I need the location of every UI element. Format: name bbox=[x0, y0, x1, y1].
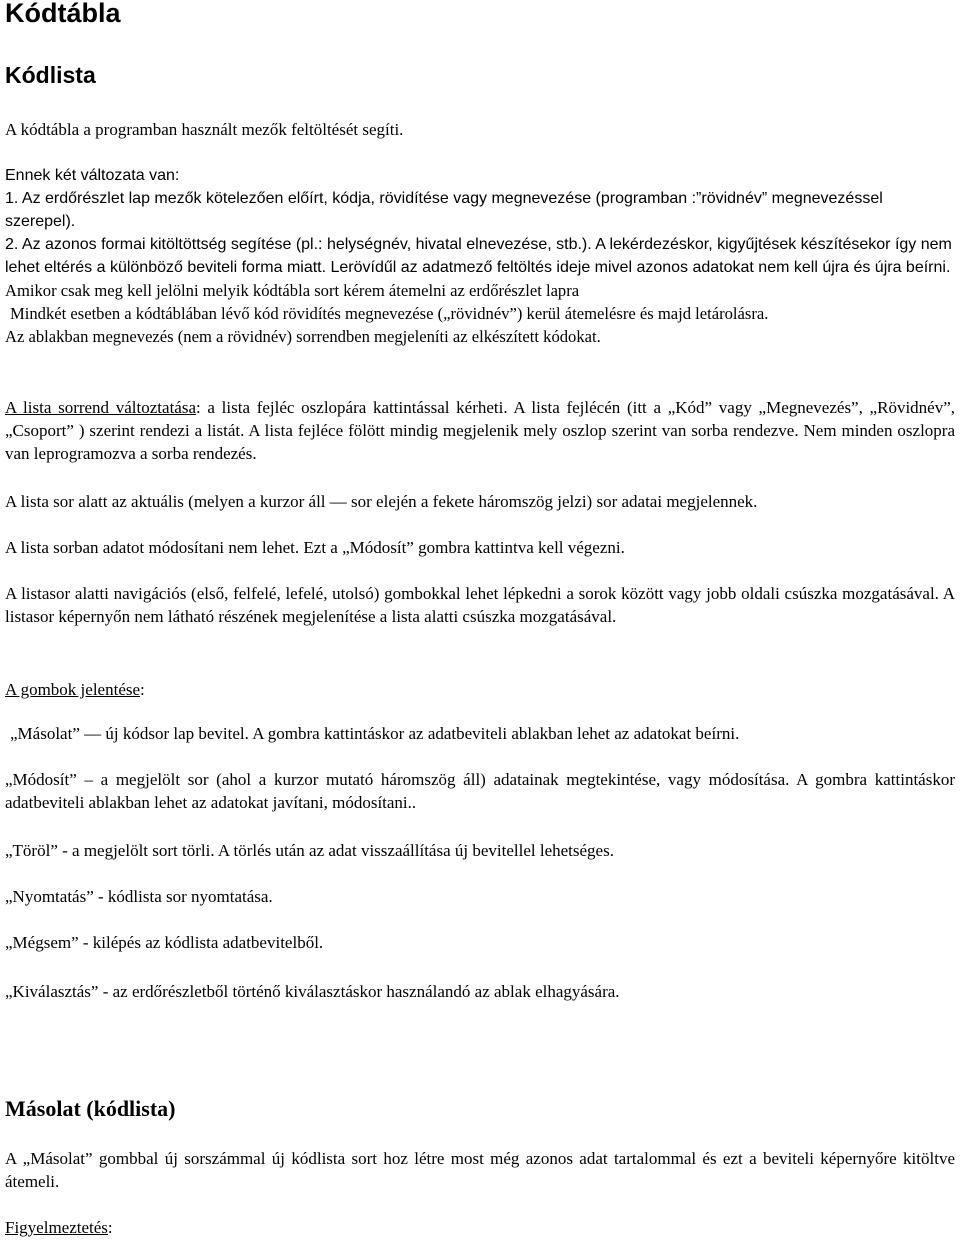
button-desc-kivalasztas-block bbox=[5, 980, 955, 1003]
kodlista-intro: A kódtábla a programban használt mezők feltöltését segíti. bbox=[5, 120, 404, 139]
sort-block bbox=[5, 396, 955, 465]
button-desc-nyomtatas-block bbox=[5, 885, 955, 908]
warning-block bbox=[5, 1216, 955, 1239]
buttons-heading-label: A gombok jelentése bbox=[5, 680, 141, 699]
warning-suffix: : bbox=[107, 1218, 113, 1237]
button-desc-torol: „Töröl” - a megjelölt sort törli. A törlés után az adat visszaállítása új bevitellel lehetséges. bbox=[5, 841, 614, 860]
mark-row-paragraph: Amikor csak meg kell jelölni melyik kódtábla sort kérem átemelni az erdőrészlet lapra bbox=[5, 281, 580, 300]
row-data-paragraph: A lista sor alatt az aktuális (melyen a kurzor áll — sor elején a fekete háromszög jelzi) sor adatai megjelennek. bbox=[5, 492, 758, 511]
button-desc-megsem-block bbox=[5, 931, 955, 954]
navigation-block bbox=[5, 582, 955, 628]
navigation-paragraph: A listasor alatti navigációs (első, felfelé, lefelé, utolsó) gombokkal lehet lépkedni a sorok között vagy jobb oldali csúszka mozgatásával. A listasor képernyőn nem látható részének megjelenítése a lista alatti csúszka mozgatásával. bbox=[5, 584, 955, 626]
sort-text: : a lista fejléc oszlopára kattintással kérheti. A lista fejlécén (itt a „Kód” vagy „Megnevezés”, „Rövidnév”, „Csoport” ) szerint rendezi a listát. A lista fejléce fölött mindig megjelenik mely oszlop szerint van sorba rendezve. Nem minden oszlopra van leprogramozva a sorba rendezés. bbox=[5, 398, 956, 463]
no-edit-paragraph: A lista sorban adatot módosítani nem lehet. Ezt a „Módosít” gombra kattintva kell végezni. bbox=[5, 538, 625, 557]
button-desc-torol-block bbox=[5, 839, 955, 862]
variants-block bbox=[5, 164, 955, 348]
variant-item-1: 1. Az erdőrészlet lap mezők kötelezően előírt, kódja, rövidítése vagy megnevezése (programban :”rövidnév” megnevezéssel szerepel). bbox=[5, 190, 883, 230]
masolat-text-block bbox=[5, 1147, 955, 1193]
page-title: Kódtábla bbox=[5, 0, 121, 28]
section-heading-masolat: Másolat (kódlista) bbox=[5, 1096, 176, 1121]
variant-item-2: 2. Az azonos formai kitöltöttség segítése (pl.: helységnév, hivatal elnevezése, stb.). A lekérdezéskor, kigyűjtések készítésekor így nem lehet eltérés a különböző beviteli forma miatt. Lerövídűl az adatmező feltöltés ideje mivel azonos adatokat nem kell újra és újra beírni. bbox=[5, 236, 952, 276]
button-desc-masolat: „Másolat” — új kódsor lap bevitel. A gombra kattintáskor az adatbeviteli ablakban lehet az adatokat beírni. bbox=[10, 724, 740, 743]
buttons-heading-suffix: : bbox=[140, 680, 145, 699]
window-order-paragraph: Az ablakban megnevezés (nem a rövidnév) sorrendben megjeleníti az elkészített kódokat. bbox=[5, 327, 601, 346]
row-data-block bbox=[5, 490, 955, 513]
button-desc-kivalasztas: „Kiválasztás” - az erdőrészletből történő kiválasztáskor használandó az ablak elhagyására. bbox=[5, 982, 620, 1001]
no-edit-block bbox=[5, 536, 955, 559]
masolat-text: A „Másolat” gombbal új sorszámmal új kódlista sort hoz létre most még azonos adat tartalommal és ezt a beviteli képernyőre kitöltve átemeli. bbox=[5, 1149, 955, 1191]
variants-intro: Ennek két változata van: bbox=[5, 167, 180, 184]
warning-label: Figyelmeztetés bbox=[5, 1218, 108, 1237]
buttons-heading-block bbox=[5, 678, 955, 701]
button-desc-megsem: „Mégsem” - kilépés az kódlista adatbevitelből. bbox=[5, 933, 324, 952]
button-desc-modosit-block bbox=[5, 768, 955, 814]
sort-paragraph bbox=[5, 396, 955, 465]
both-cases-paragraph: Mindkét esetben a kódtáblában lévő kód rövidítés megnevezése („rövidnév”) kerül átemelésre és majd letárolásra. bbox=[10, 304, 769, 323]
button-desc-modosit: „Módosít” – a megjelölt sor (ahol a kurzor mutató háromszög áll) adatainak megtekintése, vagy módosítása. A gombra kattintáskor adatbeviteli ablakban lehet az adatokat javítani, módosítani.. bbox=[5, 770, 955, 812]
button-desc-masolat-block bbox=[5, 722, 955, 745]
warning-heading bbox=[5, 1216, 955, 1239]
kodlista-intro-block bbox=[5, 118, 955, 141]
section-heading-kodlista: Kódlista bbox=[5, 62, 96, 88]
button-desc-nyomtatas: „Nyomtatás” - kódlista sor nyomtatása. bbox=[5, 887, 273, 906]
sort-label: A lista sorrend változtatása bbox=[5, 398, 196, 417]
buttons-heading bbox=[5, 678, 955, 701]
